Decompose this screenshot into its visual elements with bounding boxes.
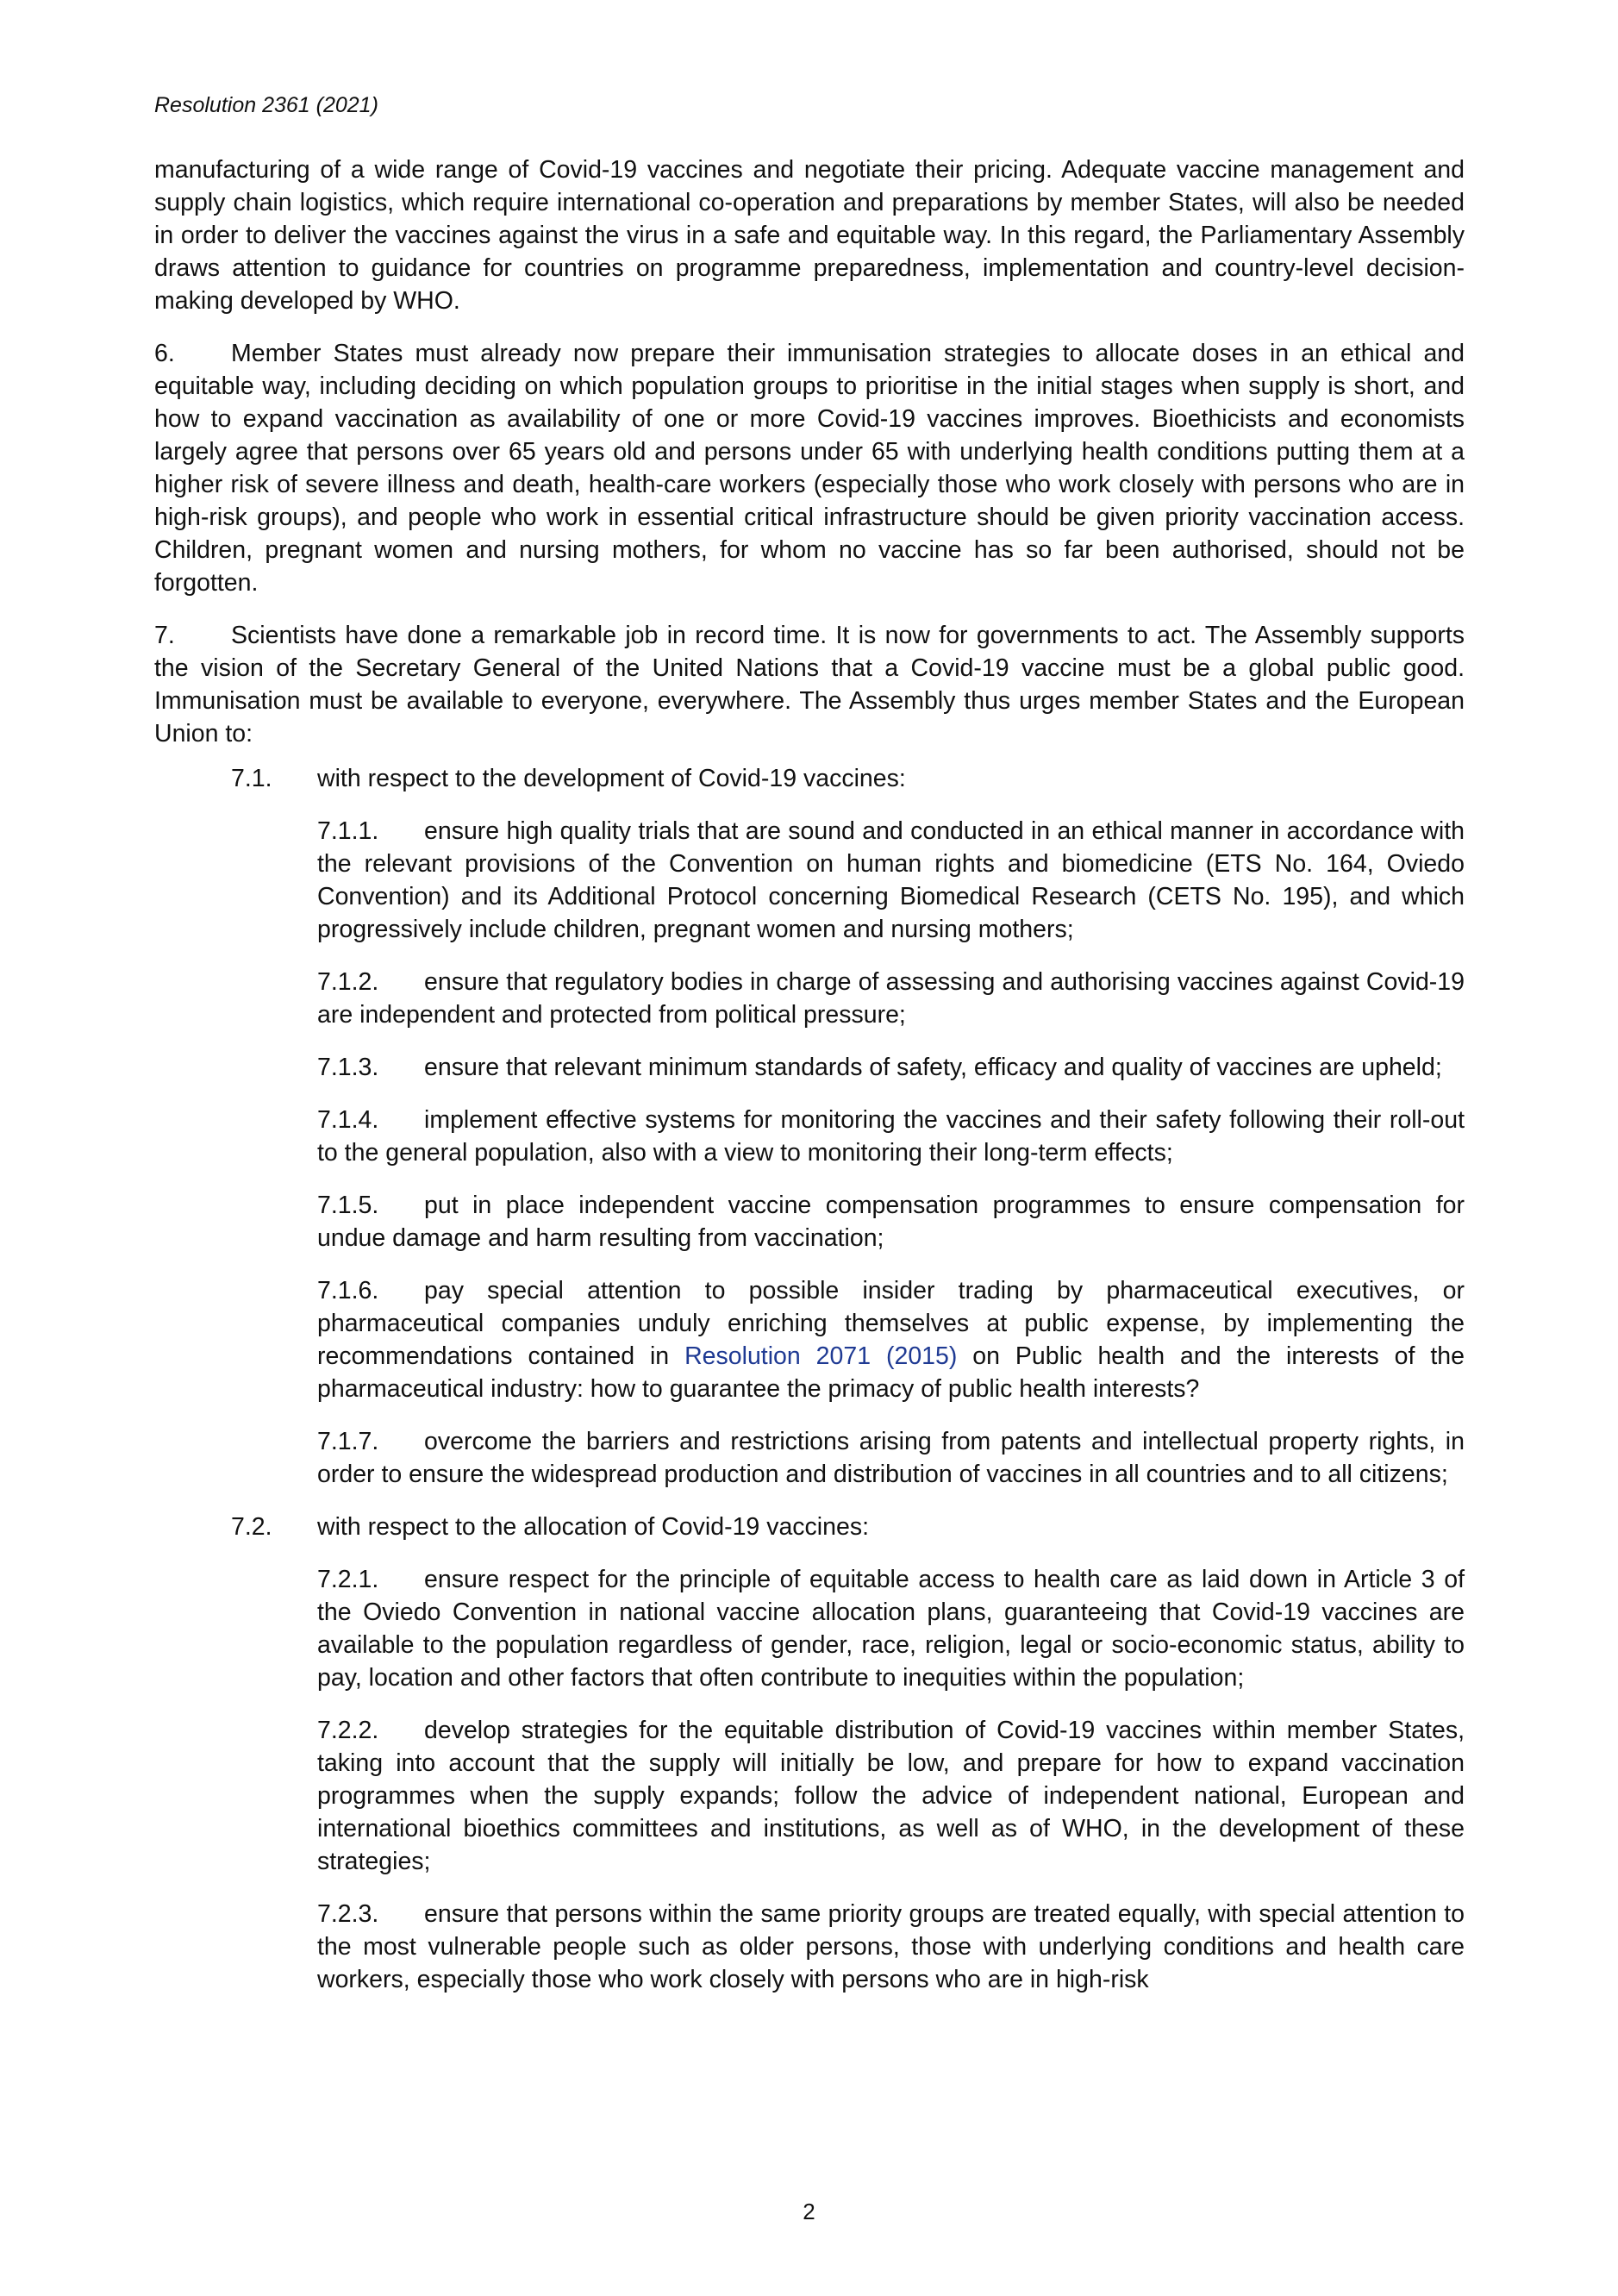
paragraph-text: with respect to the development of Covid-19 vaccines: (317, 765, 906, 792)
resolution-2071-link[interactable]: Resolution 2071 (2015) (684, 1342, 958, 1370)
paragraph-7-2-2 (317, 1714, 1465, 1878)
paragraph-text: put in place independent vaccine compensation programmes to ensure compensation for undue damage and harm resulting from vaccination; (317, 1192, 1465, 1252)
paragraph-number: 7.1.4. (317, 1106, 379, 1134)
running-header-title: Resolution 2361 (2021) (154, 93, 378, 117)
paragraph-number: 7.1.6. (317, 1277, 379, 1304)
paragraph-text: ensure that relevant minimum standards of safety, efficacy and quality of vaccines are upheld; (424, 1054, 1442, 1081)
paragraph-number: 7.2. (231, 1513, 272, 1541)
paragraph-text: Scientists have done a remarkable job in record time. It is now for governments to act. The Assembly supports the vision of the Secretary General of the United Nations that a Covid-19 vaccine must be a global public good. Immunisation must be available to everyone, everywhere. The Assembly thus urges member States and the European Union to: (154, 622, 1465, 748)
paragraph-text: develop strategies for the equitable distribution of Covid-19 vaccines within member States, taking into account that the supply will initially be low, and prepare for how to expand vaccination programmes when the supply expands; follow the advice of independent national, European and international bioethics committees and institutions, as well as of WHO, in the development of these strategies; (317, 1717, 1465, 1875)
page-number: 2 (803, 2199, 815, 2224)
paragraph-number: 7.1.7. (317, 1428, 379, 1455)
paragraph-text: ensure respect for the principle of equitable access to health care as laid down in Article 3 of the Oviedo Convention in national vaccine allocation plans, guaranteeing that Covid-19 vaccines are available to the population regardless of gender, race, religion, legal or socio-economic status, ability to pay, location and other factors that often contribute to inequities within the population; (317, 1566, 1465, 1692)
paragraph-7-2-3 (317, 1898, 1465, 1996)
paragraph-7-1 (231, 762, 1465, 795)
paragraph-7-2 (231, 1511, 1465, 1543)
paragraph-text: ensure that regulatory bodies in charge of assessing and authorising vaccines against Covid-19 are independent and protected from political pressure; (317, 968, 1465, 1029)
paragraph-number: 7.1.3. (317, 1054, 379, 1081)
paragraph-text: with respect to the allocation of Covid-19 vaccines: (317, 1513, 869, 1541)
paragraph-7-1-5 (317, 1189, 1465, 1254)
paragraph-number: 7.1.1. (317, 817, 379, 845)
paragraph-number: 7.1. (231, 765, 272, 792)
paragraph-text-after-link: on Public health and the interests of the pharmaceutical industry: how to guarantee the primacy of public health interests? (317, 1342, 1465, 1403)
paragraph-number: 7.2.3. (317, 1900, 379, 1928)
paragraph-number: 7.1.5. (317, 1192, 379, 1219)
paragraph-7-1-3 (317, 1051, 1465, 1084)
paragraph-text: ensure that persons within the same priority groups are treated equally, with special attention to the most vulnerable people such as older persons, those with underlying conditions and health care workers, especially those who work closely with persons who are in high-risk (317, 1900, 1465, 1993)
paragraph-text: implement effective systems for monitoring the vaccines and their safety following their roll-out to the general population, also with a view to monitoring their long-term effects; (317, 1106, 1465, 1167)
document-body (154, 153, 1465, 2016)
paragraph-text: ensure high quality trials that are sound and conducted in an ethical manner in accordance with the relevant provisions of the Convention on human rights and biomedicine (ETS No. 164, Oviedo Convention) and its Additional Protocol concerning Biomedical Research (CETS No. 195), and which progressively include children, pregnant women and nursing mothers; (317, 817, 1465, 943)
paragraph-number: 7.2.2. (317, 1717, 379, 1744)
paragraph-text: overcome the barriers and restrictions arising from patents and intellectual property rights, in order to ensure the widespread production and distribution of vaccines in all countries and to all citizens; (317, 1428, 1465, 1488)
paragraph-7-1-2 (317, 966, 1465, 1031)
paragraph-number: 6. (154, 340, 175, 367)
paragraph-7-1-6 (317, 1274, 1465, 1405)
paragraph-5-continued: manufacturing of a wide range of Covid-19 vaccines and negotiate their pricing. Adequate vaccine management and supply chain logistics, which require international co-operation and preparations by member States, will also be needed in order to deliver the vaccines against the virus in a safe and equitable way. In this regard, the Parliamentary Assembly draws attention to guidance for countries on programme preparedness, implementation and country-level decision-making developed by WHO. (154, 156, 1465, 315)
paragraph-number: 7.1.2. (317, 968, 379, 996)
paragraph-7 (154, 619, 1465, 750)
paragraph-7-1-4 (317, 1104, 1465, 1169)
paragraph-7-1-1 (317, 815, 1465, 946)
paragraph-6 (154, 337, 1465, 599)
paragraph-7-2-1 (317, 1563, 1465, 1694)
paragraph-number: 7. (154, 622, 175, 649)
paragraph-7-1-7 (317, 1425, 1465, 1491)
paragraph-number: 7.2.1. (317, 1566, 379, 1593)
paragraph-text: Member States must already now prepare their immunisation strategies to allocate doses in an ethical and equitable way, including deciding on which population groups to prioritise in the initial stages when supply is short, and how to expand vaccination as availability of one or more Covid-19 vaccines improves. Bioethicists and economists largely agree that persons over 65 years old and persons under 65 with underlying health conditions putting them at a higher risk of severe illness and death, health-care workers (especially those who work closely with persons who are in high-risk groups), and people who work in essential critical infrastructure should be given priority vaccination access. Children, pregnant women and nursing mothers, for whom no vaccine has so far been authorised, should not be forgotten. (154, 340, 1465, 597)
paragraph-text-before-link: pay special attention to possible insider trading by pharmaceutical executives, or pharmaceutical companies unduly enriching themselves at public expense, by implementing the recommendations contained in (317, 1277, 1465, 1370)
